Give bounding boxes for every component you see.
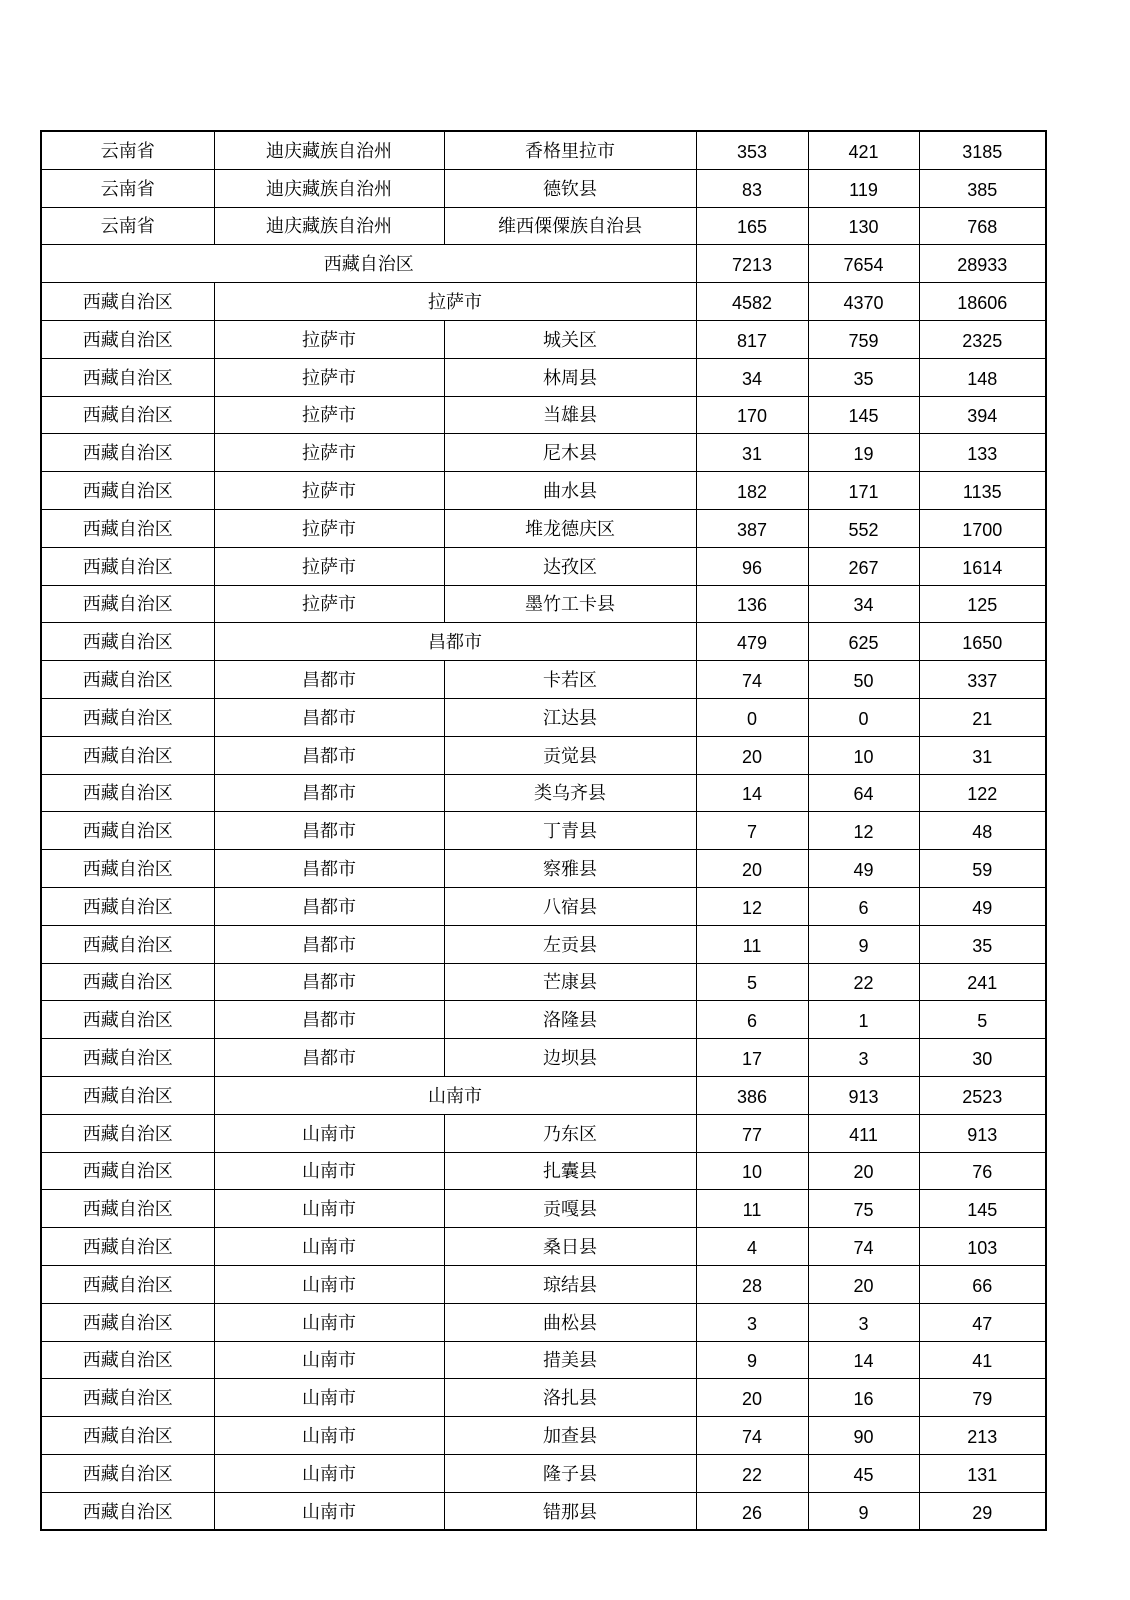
table-row [41, 736, 1046, 774]
table-row [41, 812, 1046, 850]
city-cell: 昌都市 [214, 925, 444, 963]
city-cell: 山南市 [214, 1190, 444, 1228]
table-row [41, 547, 1046, 585]
value-2-cell: 12 [808, 812, 919, 850]
value-1-cell: 83 [696, 169, 808, 207]
value-2-cell: 45 [808, 1454, 919, 1492]
county-cell: 江达县 [444, 698, 696, 736]
value-2-cell: 74 [808, 1228, 919, 1266]
province-cell: 西藏自治区 [41, 887, 214, 925]
county-cell: 城关区 [444, 320, 696, 358]
county-cell: 香格里拉市 [444, 131, 696, 169]
value-3-cell: 30 [919, 1039, 1046, 1077]
province-cell: 西藏自治区 [41, 585, 214, 623]
county-cell: 林周县 [444, 358, 696, 396]
value-3-cell: 1650 [919, 623, 1046, 661]
value-3-cell: 29 [919, 1492, 1046, 1530]
value-3-cell: 76 [919, 1152, 1046, 1190]
value-1-cell: 479 [696, 623, 808, 661]
statistics-table [40, 130, 1047, 1531]
table-body [41, 131, 1046, 1530]
table-row [41, 1228, 1046, 1266]
value-3-cell: 103 [919, 1228, 1046, 1266]
county-cell: 洛隆县 [444, 1001, 696, 1039]
county-cell: 乃东区 [444, 1114, 696, 1152]
value-1-cell: 353 [696, 131, 808, 169]
value-2-cell: 90 [808, 1417, 919, 1455]
province-cell: 西藏自治区 [41, 283, 214, 321]
value-3-cell: 31 [919, 736, 1046, 774]
county-cell: 贡觉县 [444, 736, 696, 774]
value-1-cell: 170 [696, 396, 808, 434]
county-cell: 边坝县 [444, 1039, 696, 1077]
value-2-cell: 7654 [808, 245, 919, 283]
value-3-cell: 49 [919, 887, 1046, 925]
table-row [41, 1492, 1046, 1530]
value-3-cell: 1614 [919, 547, 1046, 585]
province-cell: 云南省 [41, 207, 214, 245]
city-cell: 山南市 [214, 1152, 444, 1190]
city-cell: 昌都市 [214, 850, 444, 888]
county-cell: 当雄县 [444, 396, 696, 434]
value-2-cell: 19 [808, 434, 919, 472]
value-2-cell: 4370 [808, 283, 919, 321]
province-cell: 西藏自治区 [41, 1190, 214, 1228]
value-1-cell: 5 [696, 963, 808, 1001]
value-1-cell: 4 [696, 1228, 808, 1266]
value-3-cell: 122 [919, 774, 1046, 812]
value-3-cell: 768 [919, 207, 1046, 245]
table-row [41, 1039, 1046, 1077]
city-cell: 拉萨市 [214, 396, 444, 434]
county-cell: 错那县 [444, 1492, 696, 1530]
value-1-cell: 14 [696, 774, 808, 812]
value-1-cell: 31 [696, 434, 808, 472]
city-total-label: 山南市 [214, 1076, 696, 1114]
province-cell: 西藏自治区 [41, 1152, 214, 1190]
county-cell: 丁青县 [444, 812, 696, 850]
table-row [41, 472, 1046, 510]
city-cell: 昌都市 [214, 736, 444, 774]
city-cell: 山南市 [214, 1228, 444, 1266]
value-2-cell: 3 [808, 1039, 919, 1077]
value-2-cell: 34 [808, 585, 919, 623]
value-1-cell: 20 [696, 736, 808, 774]
value-1-cell: 22 [696, 1454, 808, 1492]
value-2-cell: 14 [808, 1341, 919, 1379]
value-3-cell: 385 [919, 169, 1046, 207]
province-cell: 西藏自治区 [41, 320, 214, 358]
value-3-cell: 41 [919, 1341, 1046, 1379]
table-row [41, 661, 1046, 699]
city-cell: 山南市 [214, 1265, 444, 1303]
value-1-cell: 165 [696, 207, 808, 245]
value-3-cell: 148 [919, 358, 1046, 396]
value-2-cell: 49 [808, 850, 919, 888]
city-cell: 昌都市 [214, 887, 444, 925]
province-cell: 西藏自治区 [41, 1039, 214, 1077]
value-1-cell: 20 [696, 1379, 808, 1417]
city-cell: 迪庆藏族自治州 [214, 207, 444, 245]
value-3-cell: 394 [919, 396, 1046, 434]
city-cell: 山南市 [214, 1341, 444, 1379]
province-cell: 西藏自治区 [41, 1265, 214, 1303]
table-row [41, 396, 1046, 434]
province-total-label: 西藏自治区 [41, 245, 696, 283]
value-1-cell: 7213 [696, 245, 808, 283]
county-cell: 加查县 [444, 1417, 696, 1455]
value-1-cell: 0 [696, 698, 808, 736]
city-cell: 昌都市 [214, 1039, 444, 1077]
value-1-cell: 96 [696, 547, 808, 585]
table-row [41, 434, 1046, 472]
value-3-cell: 131 [919, 1454, 1046, 1492]
city-cell: 山南市 [214, 1114, 444, 1152]
value-1-cell: 20 [696, 850, 808, 888]
county-cell: 琼结县 [444, 1265, 696, 1303]
province-cell: 西藏自治区 [41, 850, 214, 888]
city-cell: 山南市 [214, 1454, 444, 1492]
city-cell: 山南市 [214, 1303, 444, 1341]
table-row [41, 1417, 1046, 1455]
table-row [41, 169, 1046, 207]
value-2-cell: 9 [808, 1492, 919, 1530]
value-3-cell: 79 [919, 1379, 1046, 1417]
city-total-row [41, 1076, 1046, 1114]
table-row [41, 774, 1046, 812]
value-2-cell: 20 [808, 1152, 919, 1190]
table-row [41, 963, 1046, 1001]
table-row [41, 1265, 1046, 1303]
city-cell: 拉萨市 [214, 358, 444, 396]
city-cell: 拉萨市 [214, 320, 444, 358]
city-cell: 拉萨市 [214, 585, 444, 623]
value-1-cell: 74 [696, 661, 808, 699]
county-cell: 洛扎县 [444, 1379, 696, 1417]
province-cell: 西藏自治区 [41, 661, 214, 699]
value-1-cell: 182 [696, 472, 808, 510]
value-3-cell: 48 [919, 812, 1046, 850]
province-cell: 西藏自治区 [41, 1303, 214, 1341]
value-1-cell: 6 [696, 1001, 808, 1039]
county-cell: 隆子县 [444, 1454, 696, 1492]
value-3-cell: 59 [919, 850, 1046, 888]
table-row [41, 925, 1046, 963]
table-row [41, 1379, 1046, 1417]
value-1-cell: 11 [696, 1190, 808, 1228]
value-1-cell: 387 [696, 509, 808, 547]
table-row [41, 1152, 1046, 1190]
value-2-cell: 1 [808, 1001, 919, 1039]
value-2-cell: 50 [808, 661, 919, 699]
county-cell: 堆龙德庆区 [444, 509, 696, 547]
value-2-cell: 130 [808, 207, 919, 245]
county-cell: 德钦县 [444, 169, 696, 207]
value-1-cell: 9 [696, 1341, 808, 1379]
value-2-cell: 625 [808, 623, 919, 661]
province-cell: 西藏自治区 [41, 509, 214, 547]
value-2-cell: 421 [808, 131, 919, 169]
value-1-cell: 74 [696, 1417, 808, 1455]
county-cell: 尼木县 [444, 434, 696, 472]
city-cell: 拉萨市 [214, 547, 444, 585]
value-3-cell: 21 [919, 698, 1046, 736]
value-3-cell: 125 [919, 585, 1046, 623]
county-cell: 左贡县 [444, 925, 696, 963]
table-row [41, 1341, 1046, 1379]
city-cell: 山南市 [214, 1417, 444, 1455]
table-row [41, 131, 1046, 169]
value-3-cell: 1135 [919, 472, 1046, 510]
value-1-cell: 77 [696, 1114, 808, 1152]
value-1-cell: 817 [696, 320, 808, 358]
province-cell: 西藏自治区 [41, 925, 214, 963]
province-cell: 西藏自治区 [41, 736, 214, 774]
county-cell: 墨竹工卡县 [444, 585, 696, 623]
province-cell: 西藏自治区 [41, 963, 214, 1001]
province-cell: 西藏自治区 [41, 358, 214, 396]
county-cell: 桑日县 [444, 1228, 696, 1266]
province-cell: 西藏自治区 [41, 547, 214, 585]
value-3-cell: 66 [919, 1265, 1046, 1303]
value-3-cell: 145 [919, 1190, 1046, 1228]
city-total-label: 拉萨市 [214, 283, 696, 321]
city-cell: 拉萨市 [214, 434, 444, 472]
city-cell: 昌都市 [214, 963, 444, 1001]
city-cell: 山南市 [214, 1492, 444, 1530]
province-total-row [41, 245, 1046, 283]
value-2-cell: 171 [808, 472, 919, 510]
value-2-cell: 119 [808, 169, 919, 207]
value-1-cell: 3 [696, 1303, 808, 1341]
value-3-cell: 18606 [919, 283, 1046, 321]
value-3-cell: 337 [919, 661, 1046, 699]
county-cell: 曲松县 [444, 1303, 696, 1341]
table-row [41, 1190, 1046, 1228]
value-2-cell: 35 [808, 358, 919, 396]
province-cell: 西藏自治区 [41, 434, 214, 472]
value-1-cell: 386 [696, 1076, 808, 1114]
county-cell: 达孜区 [444, 547, 696, 585]
table-row [41, 887, 1046, 925]
province-cell: 西藏自治区 [41, 396, 214, 434]
value-1-cell: 34 [696, 358, 808, 396]
city-cell: 山南市 [214, 1379, 444, 1417]
value-2-cell: 10 [808, 736, 919, 774]
province-cell: 云南省 [41, 169, 214, 207]
value-3-cell: 1700 [919, 509, 1046, 547]
table-row [41, 698, 1046, 736]
county-cell: 类乌齐县 [444, 774, 696, 812]
province-cell: 西藏自治区 [41, 1454, 214, 1492]
county-cell: 扎囊县 [444, 1152, 696, 1190]
province-cell: 西藏自治区 [41, 698, 214, 736]
value-2-cell: 0 [808, 698, 919, 736]
county-cell: 措美县 [444, 1341, 696, 1379]
value-3-cell: 213 [919, 1417, 1046, 1455]
table-row [41, 1001, 1046, 1039]
value-1-cell: 4582 [696, 283, 808, 321]
county-cell: 八宿县 [444, 887, 696, 925]
value-3-cell: 2325 [919, 320, 1046, 358]
province-cell: 西藏自治区 [41, 1341, 214, 1379]
table-row [41, 1454, 1046, 1492]
table-row [41, 585, 1046, 623]
value-3-cell: 35 [919, 925, 1046, 963]
value-3-cell: 133 [919, 434, 1046, 472]
value-3-cell: 28933 [919, 245, 1046, 283]
value-2-cell: 6 [808, 887, 919, 925]
value-2-cell: 3 [808, 1303, 919, 1341]
province-cell: 西藏自治区 [41, 472, 214, 510]
city-cell: 拉萨市 [214, 472, 444, 510]
city-total-label: 昌都市 [214, 623, 696, 661]
table-row [41, 1114, 1046, 1152]
city-cell: 昌都市 [214, 661, 444, 699]
province-cell: 西藏自治区 [41, 1417, 214, 1455]
table-row [41, 509, 1046, 547]
value-1-cell: 10 [696, 1152, 808, 1190]
county-cell: 芒康县 [444, 963, 696, 1001]
city-cell: 昌都市 [214, 812, 444, 850]
county-cell: 贡嘎县 [444, 1190, 696, 1228]
province-cell: 西藏自治区 [41, 1379, 214, 1417]
value-2-cell: 9 [808, 925, 919, 963]
province-cell: 西藏自治区 [41, 1114, 214, 1152]
value-2-cell: 64 [808, 774, 919, 812]
value-2-cell: 75 [808, 1190, 919, 1228]
value-2-cell: 16 [808, 1379, 919, 1417]
city-total-row [41, 623, 1046, 661]
county-cell: 卡若区 [444, 661, 696, 699]
value-1-cell: 7 [696, 812, 808, 850]
city-cell: 昌都市 [214, 1001, 444, 1039]
table-row [41, 320, 1046, 358]
city-cell: 昌都市 [214, 698, 444, 736]
province-cell: 西藏自治区 [41, 774, 214, 812]
value-3-cell: 913 [919, 1114, 1046, 1152]
province-cell: 西藏自治区 [41, 1228, 214, 1266]
province-cell: 西藏自治区 [41, 812, 214, 850]
table-row [41, 850, 1046, 888]
value-2-cell: 145 [808, 396, 919, 434]
table-row [41, 207, 1046, 245]
province-cell: 西藏自治区 [41, 623, 214, 661]
value-1-cell: 11 [696, 925, 808, 963]
value-1-cell: 12 [696, 887, 808, 925]
value-1-cell: 26 [696, 1492, 808, 1530]
value-1-cell: 28 [696, 1265, 808, 1303]
county-cell: 曲水县 [444, 472, 696, 510]
value-2-cell: 759 [808, 320, 919, 358]
value-3-cell: 3185 [919, 131, 1046, 169]
value-2-cell: 913 [808, 1076, 919, 1114]
county-cell: 察雅县 [444, 850, 696, 888]
province-cell: 西藏自治区 [41, 1076, 214, 1114]
value-2-cell: 20 [808, 1265, 919, 1303]
value-3-cell: 2523 [919, 1076, 1046, 1114]
table-row [41, 1303, 1046, 1341]
value-3-cell: 47 [919, 1303, 1046, 1341]
value-2-cell: 411 [808, 1114, 919, 1152]
value-1-cell: 17 [696, 1039, 808, 1077]
value-3-cell: 5 [919, 1001, 1046, 1039]
value-2-cell: 552 [808, 509, 919, 547]
province-cell: 云南省 [41, 131, 214, 169]
city-cell: 昌都市 [214, 774, 444, 812]
province-cell: 西藏自治区 [41, 1492, 214, 1530]
county-cell: 维西傈僳族自治县 [444, 207, 696, 245]
city-cell: 拉萨市 [214, 509, 444, 547]
value-3-cell: 241 [919, 963, 1046, 1001]
value-2-cell: 22 [808, 963, 919, 1001]
city-total-row [41, 283, 1046, 321]
table-row [41, 358, 1046, 396]
value-1-cell: 136 [696, 585, 808, 623]
value-2-cell: 267 [808, 547, 919, 585]
city-cell: 迪庆藏族自治州 [214, 169, 444, 207]
city-cell: 迪庆藏族自治州 [214, 131, 444, 169]
province-cell: 西藏自治区 [41, 1001, 214, 1039]
